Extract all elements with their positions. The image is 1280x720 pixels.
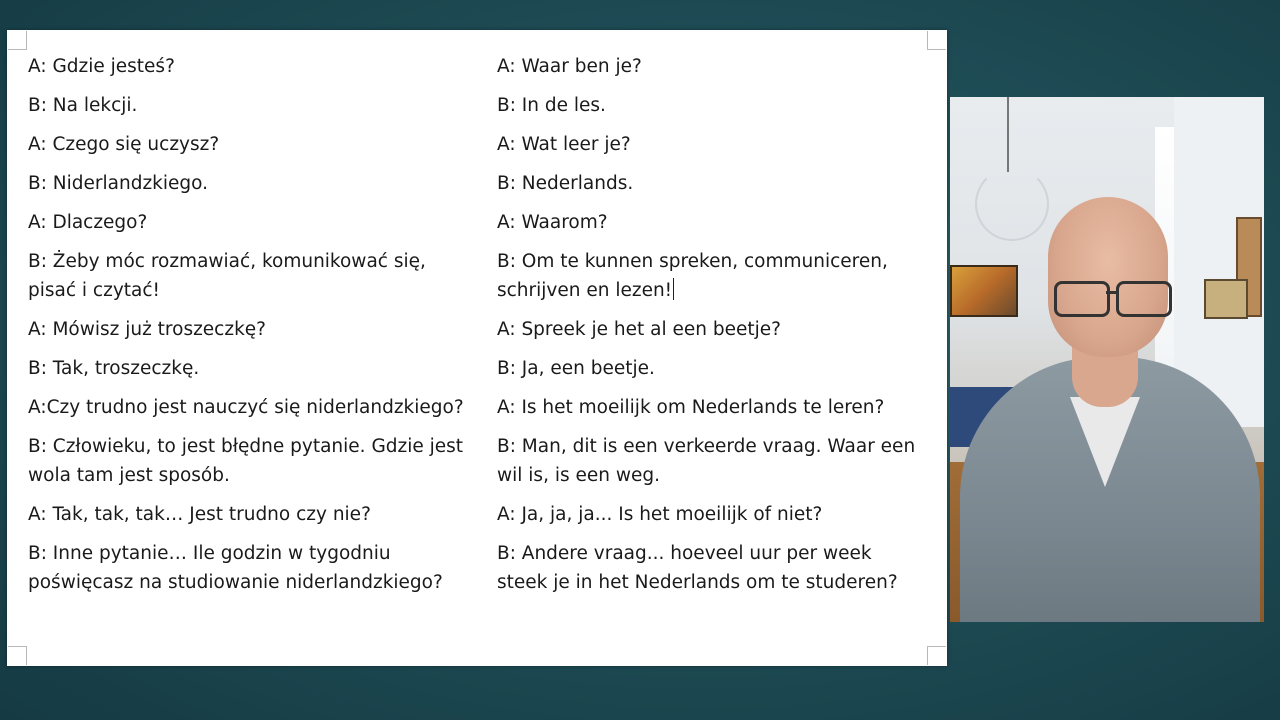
wall-painting xyxy=(950,265,1018,317)
dialogue-line[interactable]: B: In de les. xyxy=(497,95,606,116)
dialogue-line[interactable]: B: Inne pytanie… Ile godzin w tygodniu poświęcasz na studiowanie niderlandzkiego? xyxy=(28,543,443,593)
dialogue-line[interactable]: A: Waar ben je? xyxy=(497,56,642,77)
glasses-lens xyxy=(1116,281,1172,317)
page-corner-mark xyxy=(8,31,27,50)
dialogue-line[interactable]: B: Żeby móc rozmawiać, komunikować się, pisać i czytać! xyxy=(28,251,426,301)
dialogue-line[interactable]: B: Nederlands. xyxy=(497,173,634,194)
webcam-video-feed xyxy=(950,97,1264,622)
page-corner-mark xyxy=(927,31,946,50)
page-corner-mark xyxy=(927,646,946,665)
dialogue-line[interactable]: A: Wat leer je? xyxy=(497,134,631,155)
dialogue-line[interactable]: B: Tak, troszeczkę. xyxy=(28,358,200,379)
dialogue-line[interactable]: B: Człowieku, to jest błędne pytanie. Gdzie jest wola tam jest sposób. xyxy=(28,436,464,486)
dialogue-line[interactable] xyxy=(497,247,897,305)
text-cursor xyxy=(673,278,674,300)
polish-column xyxy=(28,52,468,607)
ceiling-lamp-cord xyxy=(1007,97,1009,172)
dialogue-line[interactable]: A: Mówisz już troszeczkę? xyxy=(28,319,266,340)
dialogue-line[interactable]: A: Waarom? xyxy=(497,212,608,233)
dialogue-line[interactable]: A: Dlaczego? xyxy=(28,212,148,233)
person-head xyxy=(1048,197,1168,357)
wall-map xyxy=(1204,279,1248,319)
dutch-column xyxy=(497,52,937,607)
dialogue-line[interactable]: B: Ja, een beetje. xyxy=(497,358,655,379)
dialogue-line[interactable]: B: Man, dit is een verkeerde vraag. Waar een wil is, is een weg. xyxy=(497,436,916,486)
glasses-lens xyxy=(1054,281,1110,317)
dialogue-line[interactable]: A: Spreek je het al een beetje? xyxy=(497,319,781,340)
dialogue-line[interactable]: A: Ja, ja, ja... Is het moeilijk of niet? xyxy=(497,504,823,525)
glasses-icon xyxy=(1048,281,1174,315)
dialogue-line[interactable]: A: Tak, tak, tak… Jest trudno czy nie? xyxy=(28,504,371,525)
dialogue-line-text: B: Om te kunnen spreken, communiceren, schrijven en lezen! xyxy=(497,251,888,301)
dialogue-line[interactable]: B: Andere vraag... hoeveel uur per week steek je in het Nederlands om te studeren? xyxy=(497,543,898,593)
dialogue-line[interactable]: B: Na lekcji. xyxy=(28,95,138,116)
dialogue-line[interactable]: B: Niderlandzkiego. xyxy=(28,173,209,194)
dialogue-line[interactable]: A: Czego się uczysz? xyxy=(28,134,220,155)
dialogue-line[interactable]: A: Is het moeilijk om Nederlands te leren? xyxy=(497,397,885,418)
dialogue-line[interactable]: A:Czy trudno jest nauczyć się niderlandzkiego? xyxy=(28,397,464,418)
page-corner-mark xyxy=(8,646,27,665)
ceiling-lamp xyxy=(975,167,1049,241)
dialogue-line[interactable]: A: Gdzie jesteś? xyxy=(28,56,175,77)
document-page[interactable] xyxy=(7,30,947,666)
